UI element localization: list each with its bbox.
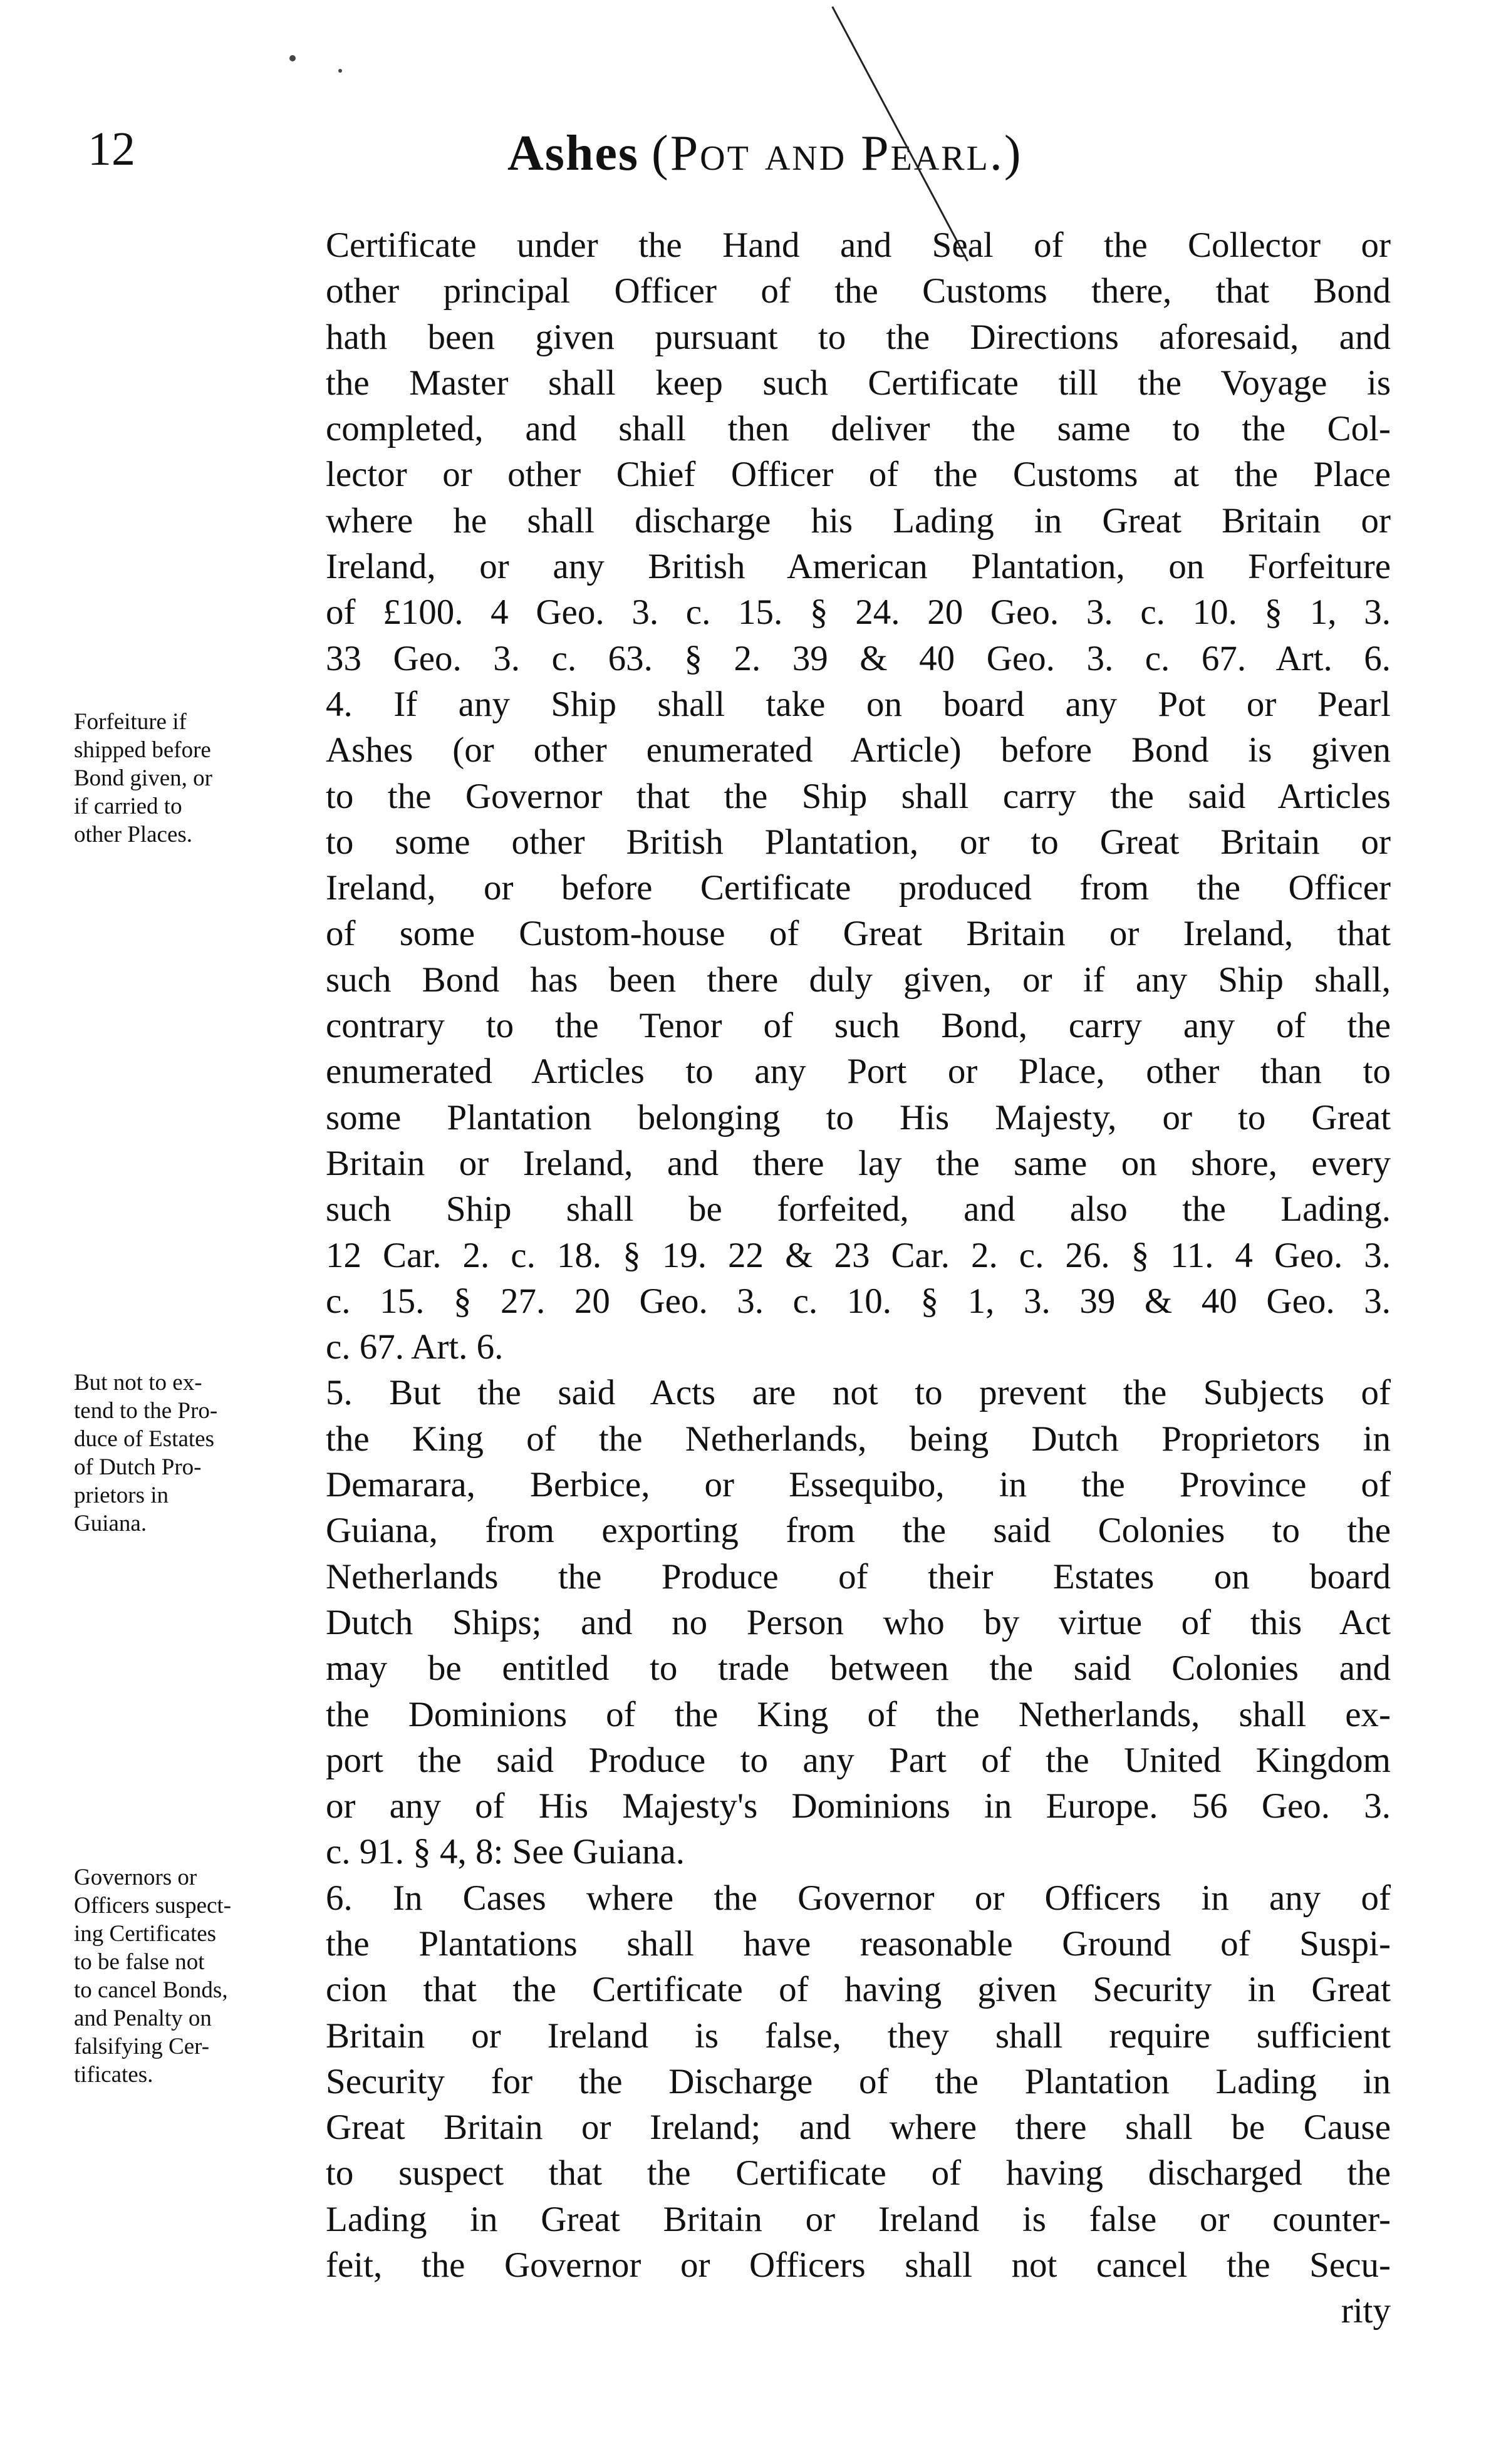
- body-line: the Dominions of the King of the Netherlands, shall ex-: [326, 1694, 1391, 1734]
- body-line: the Master shall keep such Certificate till the Voyage is: [326, 363, 1391, 403]
- body-line: hath been given pursuant to the Directions aforesaid, and: [326, 317, 1391, 357]
- body-line: Ashes (or other enumerated Article) before Bond is given: [326, 730, 1391, 770]
- margin-note-line: Governors or: [74, 1865, 197, 1890]
- margin-note-line: Bond given, or: [74, 765, 212, 791]
- body-line: to some other British Plantation, or to Great Britain or: [326, 822, 1391, 862]
- margin-note-line: to cancel Bonds,: [74, 1977, 228, 2003]
- margin-note-line: Officers suspect-: [74, 1893, 232, 1918]
- body-text: [326, 222, 1391, 2334]
- margin-note-line: falsifying Cer-: [74, 2034, 210, 2059]
- margin-note-line: prietors in: [74, 1483, 169, 1508]
- body-line: of some Custom-house of Great Britain or Ireland, that: [326, 914, 1391, 954]
- margin-note-line: other Places.: [74, 822, 193, 847]
- body-line: Great Britain or Ireland; and where there shall be Cause: [326, 2108, 1391, 2148]
- body-line: 5. But the said Acts are not to prevent the Subjects of: [326, 1373, 1391, 1413]
- running-head: [507, 128, 1272, 179]
- body-line: of £100. 4 Geo. 3. c. 15. § 24. 20 Geo. 3. c. 10. § 1, 3.: [326, 593, 1391, 633]
- running-head-gothic: Ashes: [507, 126, 640, 181]
- margin-note-line: if carried to: [74, 794, 182, 819]
- body-line: the King of the Netherlands, being Dutch Proprietors in: [326, 1419, 1391, 1459]
- body-line: where he shall discharge his Lading in Great Britain or: [326, 500, 1391, 541]
- body-line: feit, the Governor or Officers shall not cancel the Secu-: [326, 2245, 1391, 2285]
- body-line: 12 Car. 2. c. 18. § 19. 22 & 23 Car. 2. c. 26. § 11. 4 Geo. 3.: [326, 1235, 1391, 1275]
- margin-note-line: Forfeiture if: [74, 709, 187, 735]
- page-number: 12: [88, 123, 135, 175]
- body-line: port the said Produce to any Part of the United Kingdom: [326, 1740, 1391, 1780]
- body-line: Demarara, Berbice, or Essequibo, in the Province of: [326, 1465, 1391, 1505]
- body-line: other principal Officer of the Customs there, that Bond: [326, 271, 1391, 311]
- margin-note-line: tificates.: [74, 2062, 153, 2088]
- margin-note-line: ing Certificates: [74, 1921, 217, 1947]
- margin-note-line: Guiana.: [74, 1511, 147, 1536]
- body-line: lector or other Chief Officer of the Customs at the Place: [326, 455, 1391, 495]
- catchword: rity: [1341, 2291, 1391, 2331]
- margin-note-line: and Penalty on: [74, 2006, 212, 2031]
- body-line: Britain or Ireland, and there lay the same on shore, every: [326, 1143, 1391, 1183]
- body-line: the Plantations shall have reasonable Ground of Suspi-: [326, 1923, 1391, 1964]
- body-line: Dutch Ships; and no Person who by virtue of this Act: [326, 1602, 1391, 1642]
- ink-speck: [289, 55, 296, 61]
- ink-speck: [338, 69, 342, 73]
- body-line: c. 91. § 4, 8: See Guiana.: [326, 1832, 685, 1872]
- body-line: Guiana, from exporting from the said Colonies to the: [326, 1511, 1391, 1551]
- body-line: Security for the Discharge of the Plantation Lading in: [326, 2061, 1391, 2101]
- body-line: may be entitled to trade between the said Colonies and: [326, 1649, 1391, 1689]
- body-line: c. 67. Art. 6.: [326, 1327, 504, 1367]
- body-line: Netherlands the Produce of their Estates on board: [326, 1556, 1391, 1597]
- body-line: to suspect that the Certificate of having discharged the: [326, 2153, 1391, 2193]
- margin-note-governors: [74, 1863, 293, 2089]
- body-line: Ireland, or any British American Plantation, on Forfeiture: [326, 547, 1391, 587]
- margin-note-dutch: [74, 1369, 293, 1538]
- margin-note-line: shipped before: [74, 737, 211, 763]
- body-line: 6. In Cases where the Governor or Officers in any of: [326, 1878, 1391, 1918]
- body-line: contrary to the Tenor of such Bond, carry any of the: [326, 1006, 1391, 1046]
- body-line: to the Governor that the Ship shall carry the said Articles: [326, 776, 1391, 816]
- body-line: Certificate under the Hand and Seal of the Collector or: [326, 225, 1391, 265]
- body-line: some Plantation belonging to His Majesty, or to Great: [326, 1097, 1391, 1137]
- body-line: c. 15. § 27. 20 Geo. 3. c. 10. § 1, 3. 39 & 40 Geo. 3.: [326, 1281, 1391, 1321]
- body-line: 4. If any Ship shall take on board any Pot or Pearl: [326, 684, 1391, 724]
- running-head-caps: (Pot and Pearl.): [652, 126, 1023, 181]
- body-line: such Ship shall be forfeited, and also the Lading.: [326, 1189, 1391, 1229]
- body-line: Britain or Ireland is false, they shall require sufficient: [326, 2016, 1391, 2056]
- margin-note-line: But not to ex-: [74, 1370, 202, 1395]
- body-line: cion that the Certificate of having given Security in Great: [326, 1970, 1391, 2010]
- margin-note-line: of Dutch Pro-: [74, 1454, 202, 1480]
- body-line: such Bond has been there duly given, or if any Ship shall,: [326, 960, 1391, 1000]
- body-line: Lading in Great Britain or Ireland is false or counter-: [326, 2199, 1391, 2239]
- body-line: 33 Geo. 3. c. 63. § 2. 39 & 40 Geo. 3. c. 67. Art. 6.: [326, 638, 1391, 678]
- body-line: Ireland, or before Certificate produced from the Officer: [326, 868, 1391, 908]
- margin-note-line: to be false not: [74, 1949, 205, 1975]
- body-line: enumerated Articles to any Port or Place, other than to: [326, 1052, 1391, 1092]
- body-line: or any of His Majesty's Dominions in Europe. 56 Geo. 3.: [326, 1786, 1391, 1826]
- margin-note-line: duce of Estates: [74, 1426, 214, 1452]
- body-line: completed, and shall then deliver the same to the Col-: [326, 409, 1391, 449]
- margin-note-forfeiture: [74, 708, 293, 849]
- margin-note-line: tend to the Pro-: [74, 1398, 218, 1424]
